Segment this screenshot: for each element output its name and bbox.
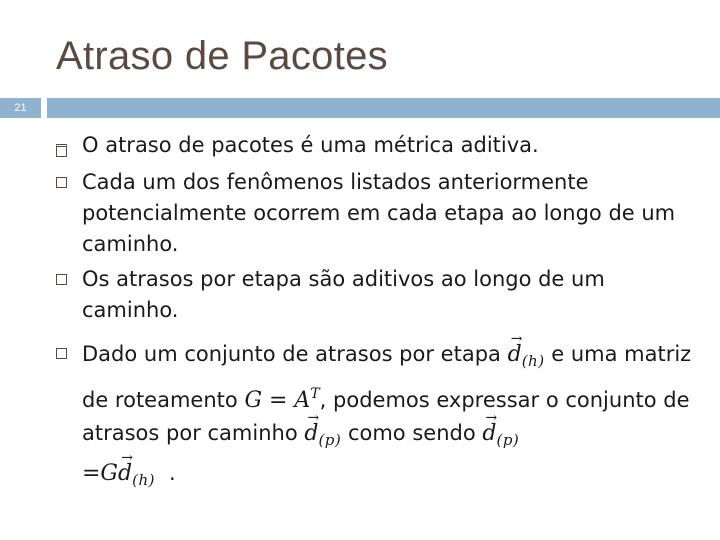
bullet-text-part: como sendo [347, 421, 476, 445]
math-g-equals-a-transpose: $G = A^T$ [244, 386, 320, 413]
bullet-square-icon [56, 177, 67, 188]
header-rule [47, 98, 720, 118]
bullet-square-icon [56, 274, 67, 285]
math-d-h: → $d_{(h)}$ [507, 331, 545, 370]
bullet-square-icon [56, 348, 67, 359]
vector-arrow-icon: → [510, 331, 523, 347]
math-equals-g-d-h: =G → $d_{(h)}$ [82, 450, 155, 489]
slide-title: Atraso de Pacotes [56, 34, 388, 78]
bullet-list [56, 128, 706, 497]
bullet-text-part: . [168, 461, 176, 485]
bullet-text-part: e uma matriz de roteamento [82, 342, 692, 412]
math-d-p: → $d_{(p)}$ [304, 410, 342, 449]
vector-arrow-icon: → [307, 410, 320, 426]
bullet-text: Os atrasos por etapa são aditivos ao longo de um caminho. [82, 267, 605, 322]
bullet-text: Cada um dos fenômenos listados anteriormente potencialmente ocorrem em cada etapa ao longo de um caminho. [82, 170, 676, 256]
vector-arrow-icon: → [485, 410, 498, 426]
slide-number: 21 [0, 98, 41, 118]
bullet-text-part: Dado um conjunto de atrasos por etapa [82, 342, 501, 366]
bullet-text-part: , podemos expressar o conjunto de atrasos por caminho [82, 388, 690, 445]
math-d-p: → $d_{(p)}$ [482, 410, 520, 449]
vector-arrow-icon: → [121, 450, 133, 466]
bullet-item [56, 331, 706, 497]
bullet-item [56, 130, 706, 161]
bullet-square-icon [56, 144, 67, 157]
bullet-item [56, 167, 706, 260]
bullet-item [56, 264, 706, 326]
bullet-text: O atraso de pacotes é uma métrica aditiva. [82, 133, 539, 157]
